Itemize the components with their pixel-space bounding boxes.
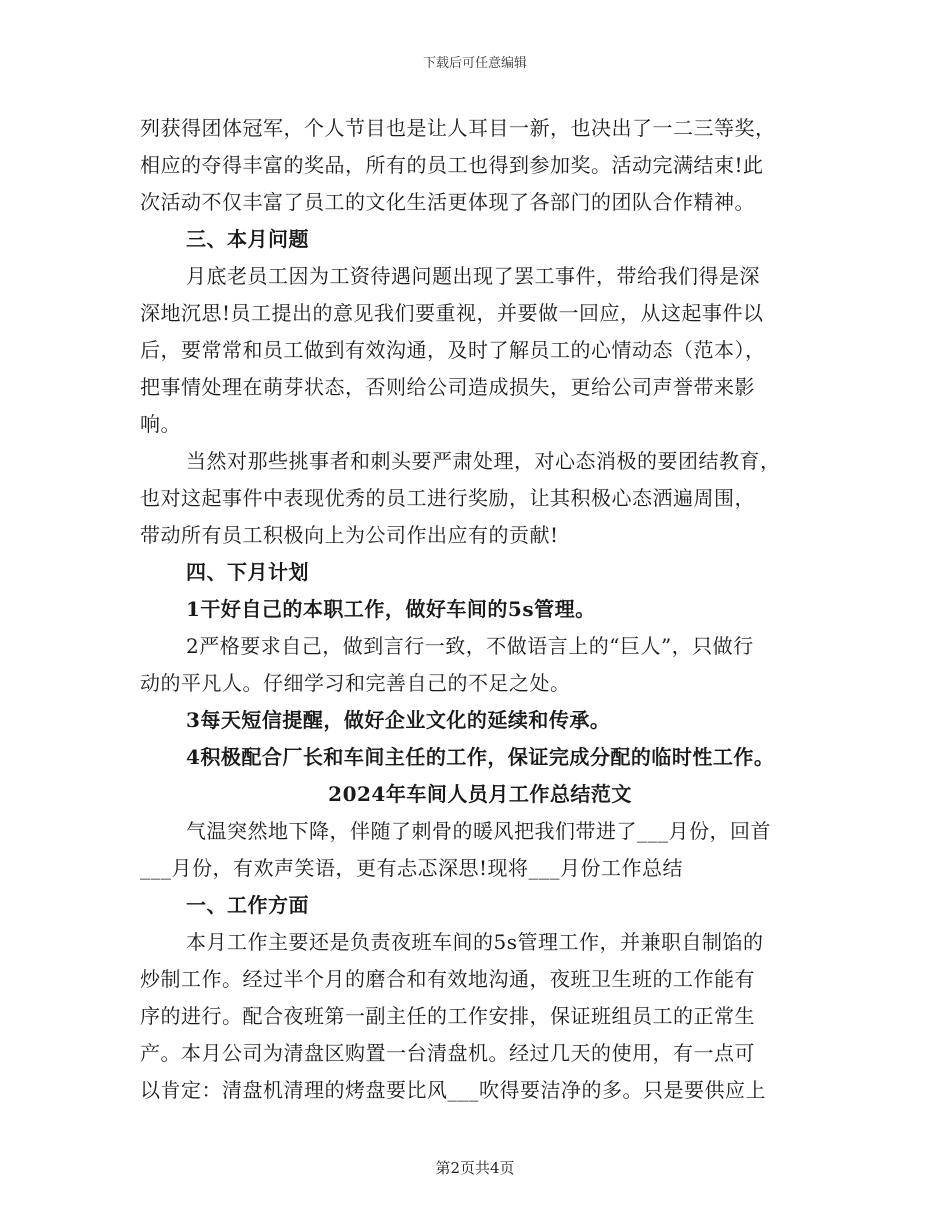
paragraph-start-line: 本月工作主要还是负责夜班车间的5s管理工作，并兼职自制馅的 (186, 930, 764, 954)
paragraph-start-line: 气温突然地下降，伴随了刺骨的暖风把我们带进了___月份，回首 (186, 819, 771, 843)
body-line: 深地沉思!员工提出的意见我们要重视，并要做一回应，从这起事件以 (140, 301, 764, 325)
body-line: ___月份，有欢声笑语，更有忐忑深思!现将___月份工作总结 (140, 856, 684, 880)
section-heading: 四、下月计划 (186, 560, 309, 584)
body-line: 相应的夺得丰富的奖品，所有的员工也得到参加奖。活动完满结束!此 (140, 153, 764, 177)
body-line: 列获得团体冠军，个人节目也是让人耳目一新，也决出了一二三等奖， (140, 116, 776, 140)
body-line: 后，要常常和员工做到有效沟通，及时了解员工的心情动态（范本）， (140, 338, 766, 362)
body-line: 也对这起事件中表现优秀的员工进行奖励，让其积极心态洒遍周围， (140, 486, 755, 510)
body-line: 序的进行。配合夜班第一副主任的工作安排，保证班组员工的正常生 (140, 1004, 755, 1028)
document-title: 2024年车间人员月工作总结范文 (328, 782, 632, 806)
paragraph-start-line: 当然对那些挑事者和刺头要严肃处理，对心态消极的要团结教育， (186, 449, 781, 473)
paragraph-start-line: 月底老员工因为工资待遇问题出现了罢工事件，带给我们得是深 (186, 264, 760, 288)
header-note: 下载后可任意编辑 (422, 56, 527, 71)
plan-item-line: 1干好自己的本职工作，做好车间的5s管理。 (186, 597, 596, 621)
body-line: 把事情处理在萌芽状态，否则给公司造成损失，更给公司声誉带来影 (140, 375, 755, 399)
section-heading: 一、工作方面 (186, 893, 309, 917)
body-line: 炒制工作。经过半个月的磨合和有效地沟通，夜班卫生班的工作能有 (140, 967, 755, 991)
plan-item-line: 3每天短信提醒，做好企业文化的延续和传承。 (186, 708, 611, 732)
plan-item-line: 4积极配合厂长和车间主任的工作，保证完成分配的临时性工作。 (186, 745, 775, 769)
section-heading: 三、本月问题 (186, 227, 309, 251)
paragraph-start-line: 2严格要求自己，做到言行一致，不做语言上的“巨人”，只做行 (186, 634, 754, 658)
body-line: 响。 (140, 412, 181, 436)
body-line: 以肯定：清盘机清理的烤盘要比风___吹得要洁净的多。只是要供应上 (140, 1078, 766, 1102)
body-line: 产。本月公司为清盘区购置一台清盘机。经过几天的使用，有一点可 (140, 1041, 755, 1065)
body-line: 次活动不仅丰富了员工的文化生活更体现了各部门的团队合作精神。 (140, 190, 755, 214)
body-line: 带动所有员工积极向上为公司作出应有的贡献! (140, 523, 559, 547)
body-line: 动的平凡人。仔细学习和完善自己的不足之处。 (140, 671, 571, 695)
page-number: 第2页共4页 (435, 1159, 515, 1177)
document-body (140, 110, 820, 1109)
